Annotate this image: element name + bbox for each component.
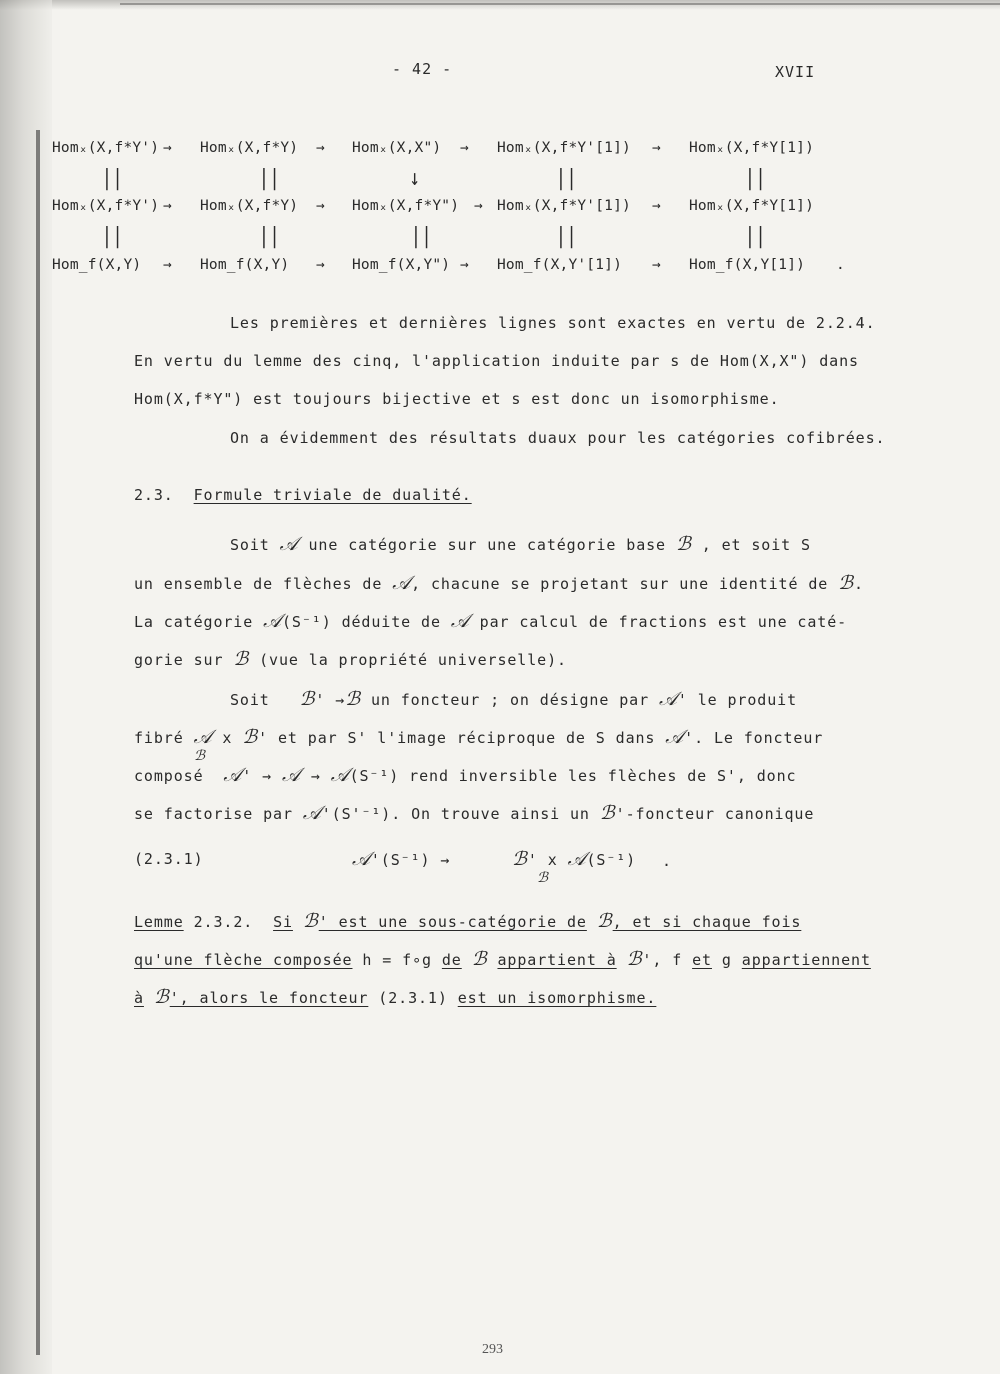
text-fragment: , chacune se projetant sur une identité de [411, 575, 829, 593]
text-fragment: '. Le foncteur [684, 729, 824, 747]
lemma-line-2 [134, 948, 871, 970]
script-A-symbol: 𝒜 [665, 726, 685, 748]
diagram-r3-c5: Hom_f(X,Y[1]) [689, 257, 806, 273]
script-A-symbol: 𝒜 [263, 610, 282, 632]
equation-label: (2.3.1) [134, 850, 204, 868]
script-A-symbol: 𝒜 [282, 764, 301, 786]
binding-edge [36, 130, 40, 1355]
text-fragment: (S⁻¹) rend inversible les flèches de S', donc [349, 767, 797, 785]
equation-rhs-text: (S⁻¹) [586, 851, 637, 869]
script-B-symbol: ℬ [626, 948, 643, 970]
section-number: 2.3. [134, 486, 174, 504]
script-B-symbol: ℬ [233, 648, 250, 670]
diagram-r2-arrow4: → [652, 198, 661, 214]
text-fragment: (vue la propriété universelle). [259, 651, 567, 669]
script-A-symbol: 𝒜 [658, 688, 678, 710]
diagram-r1-c2: Homₓ(X,f*Y) [200, 140, 299, 156]
text-fragment: (S⁻¹) déduite de [281, 613, 441, 631]
lemma-text: (2.3.1) [378, 989, 448, 1007]
lemma-text: qu'une flèche composée [134, 951, 353, 969]
lemma-number: 2.3.2. [193, 913, 254, 931]
text-fragment: une catégorie sur une catégorie base [308, 536, 666, 554]
text-fragment: La catégorie [134, 613, 254, 631]
text-fragment: par calcul de fractions est une caté- [479, 613, 848, 631]
diagram-r3-c1: Hom_f(X,Y) [52, 257, 142, 273]
text-fragment: ' → [315, 691, 346, 709]
text-fragment: fibré [134, 729, 184, 747]
diagram-r1-arrow4: → [652, 140, 661, 156]
section-heading [134, 486, 472, 504]
text-fragment: composé [134, 767, 204, 785]
diagram-r2-arrow2: → [316, 198, 325, 214]
diagram-vbar-1a: || [101, 166, 123, 191]
diagram-r1-arrow3: → [460, 140, 469, 156]
script-A-symbol: 𝒜 [223, 764, 243, 786]
paragraph-4-line-4 [134, 802, 814, 824]
diagram-r2-c3: Homₓ(X,f*Y") [352, 198, 460, 214]
text-fragment: x [222, 729, 233, 747]
text-fragment: ' → [242, 767, 273, 785]
diagram-r2-arrow3: → [474, 198, 483, 214]
section-title: Formule triviale de dualité. [193, 486, 472, 504]
paragraph-3-line-3 [134, 610, 847, 632]
script-B-symbol: ℬ [242, 726, 259, 748]
diagram-vbar-3b: || [410, 224, 432, 249]
diagram-r2-arrow1: → [163, 198, 172, 214]
equation-lhs [352, 848, 450, 870]
paragraph-4-line-2 [134, 726, 823, 748]
script-B-symbol: ℬ [153, 986, 170, 1008]
fiber-product-subscript: ℬ [194, 748, 206, 764]
lemma-text: g [721, 951, 732, 969]
lemma-line-3 [134, 986, 656, 1008]
diagram-r3-c2: Hom_f(X,Y) [200, 257, 290, 273]
script-A-symbol: 𝒜 [392, 572, 412, 594]
script-A-symbol: 𝒜 [193, 726, 213, 748]
equation-subscript: ℬ [537, 870, 549, 886]
text-fragment: → [310, 767, 321, 785]
paragraph-1-line-2: En vertu du lemme des cinq, l'application induite par s de Hom(X,X") dans [134, 352, 859, 370]
text-fragment: se factorise par [134, 805, 293, 823]
diagram-r3-arrow1: → [163, 257, 172, 273]
equation-rhs-text: ' x [527, 851, 558, 869]
diagram-vbar-5a: || [744, 166, 766, 191]
text-fragment: , et soit S [701, 536, 811, 554]
script-B-symbol: ℬ [599, 802, 616, 824]
script-A-symbol: 𝒜 [302, 802, 322, 824]
paragraph-3-line-4 [134, 648, 567, 670]
lemma-text: ' est une sous-catégorie de [318, 913, 587, 931]
paragraph-4-line-1 [230, 688, 797, 710]
paragraph-2: On a évidemment des résultats duaux pour les catégories cofibrées. [230, 429, 886, 447]
chapter-label: XVII [775, 63, 816, 81]
diagram-vbar-4b: || [555, 224, 577, 249]
diagram-r3-arrow4: → [652, 257, 661, 273]
lemma-text: ', alors le foncteur [169, 989, 369, 1007]
script-B-symbol: ℬ [596, 910, 613, 932]
scan-shadow-left [0, 0, 52, 1374]
lemma-text: , et si chaque fois [612, 913, 802, 931]
text-fragment: un ensemble de flèches de [134, 575, 383, 593]
lemma-text: h = f∘g [362, 951, 432, 969]
script-A-symbol: 𝒜 [330, 764, 350, 786]
script-B-symbol: ℬ [838, 572, 854, 594]
diagram-r2-c4: Homₓ(X,f*Y'[1]) [497, 198, 631, 214]
diagram-r2-c1: Homₓ(X,f*Y') [52, 198, 160, 214]
diagram-r2-c5: Homₓ(X,f*Y[1]) [689, 198, 815, 214]
lemma-text: à [134, 989, 144, 1007]
text-fragment: ' le produit [677, 691, 797, 709]
lemma-text: appartient à [497, 951, 617, 969]
script-A-symbol: 𝒜 [450, 610, 470, 632]
paragraph-4-line-3 [134, 764, 796, 786]
diagram-vbar-1b: || [101, 224, 123, 249]
diagram-r1-arrow1: → [163, 140, 172, 156]
paragraph-1-line-1: Les premières et dernières lignes sont exactes en vertu de 2.2.4. [230, 314, 876, 332]
script-B-symbol: ℬ [345, 688, 362, 710]
scan-edge-line [120, 3, 1000, 5]
text-fragment: gorie sur [134, 651, 224, 669]
script-A-symbol: 𝒜 [352, 848, 371, 870]
folio-number: 293 [482, 1342, 503, 1357]
diagram-r1-arrow2: → [316, 140, 325, 156]
text-soit: Soit [230, 691, 270, 709]
diagram-r3-arrow3: → [460, 257, 469, 273]
script-B-symbol: ℬ [299, 688, 316, 710]
diagram-vbar-5b: || [744, 224, 766, 249]
text-fragment: '-foncteur canonique [615, 805, 815, 823]
diagram-r1-c3: Homₓ(X,X") [352, 140, 442, 156]
diagram-r3-c4: Hom_f(X,Y'[1]) [497, 257, 623, 273]
diagram-down-arrow: ↓ [409, 166, 420, 191]
script-B-symbol: ℬ [675, 533, 692, 555]
script-B-symbol: ℬ [512, 848, 528, 870]
text-soit: Soit [230, 536, 270, 554]
diagram-r1-c5: Homₓ(X,f*Y[1]) [689, 140, 815, 156]
diagram-vbar-2a: || [258, 166, 280, 191]
script-A-symbol: 𝒜 [567, 848, 587, 870]
equation-lhs-text: '(S⁻¹) → [370, 851, 451, 869]
diagram-r3-period: . [836, 257, 845, 273]
text-fragment: un foncteur ; on désigne par [370, 691, 650, 709]
lemma-text: est un isomorphisme. [457, 989, 657, 1007]
text-fragment: . [853, 575, 864, 593]
equation-rhs [512, 848, 636, 870]
diagram-r3-c3: Hom_f(X,Y") [352, 257, 451, 273]
diagram-r1-c1: Homₓ(X,f*Y') [52, 140, 160, 156]
text-fragment: ' et par S' l'image réciproque de S dans [258, 729, 656, 747]
lemma-line-1 [134, 910, 801, 932]
paragraph-1-line-3: Hom(X,f*Y") est toujours bijective et s est donc un isomorphisme. [134, 390, 780, 408]
equation-period: . [662, 852, 672, 870]
script-B-symbol: ℬ [471, 948, 488, 970]
diagram-vbar-4a: || [555, 166, 577, 191]
paragraph-3-line-2 [134, 572, 864, 594]
text-fragment: '(S'⁻¹). On trouve ainsi un [321, 805, 590, 823]
lemma-text: et [692, 951, 712, 969]
lemma-text: de [441, 951, 462, 969]
script-A-symbol: 𝒜 [279, 533, 299, 555]
paragraph-3-line-1 [230, 533, 811, 555]
diagram-r3-arrow2: → [316, 257, 325, 273]
lemma-text: Si [273, 913, 293, 931]
script-B-symbol: ℬ [302, 910, 319, 932]
scan-shadow-top [0, 0, 1000, 10]
page-number: - 42 - [392, 60, 453, 78]
diagram-r2-c2: Homₓ(X,f*Y) [200, 198, 299, 214]
diagram-vbar-2b: || [258, 224, 280, 249]
diagram-r1-c4: Homₓ(X,f*Y'[1]) [497, 140, 631, 156]
lemma-name: Lemme [134, 913, 184, 931]
lemma-text: ', f [642, 951, 683, 969]
lemma-text: appartiennent [741, 951, 871, 969]
